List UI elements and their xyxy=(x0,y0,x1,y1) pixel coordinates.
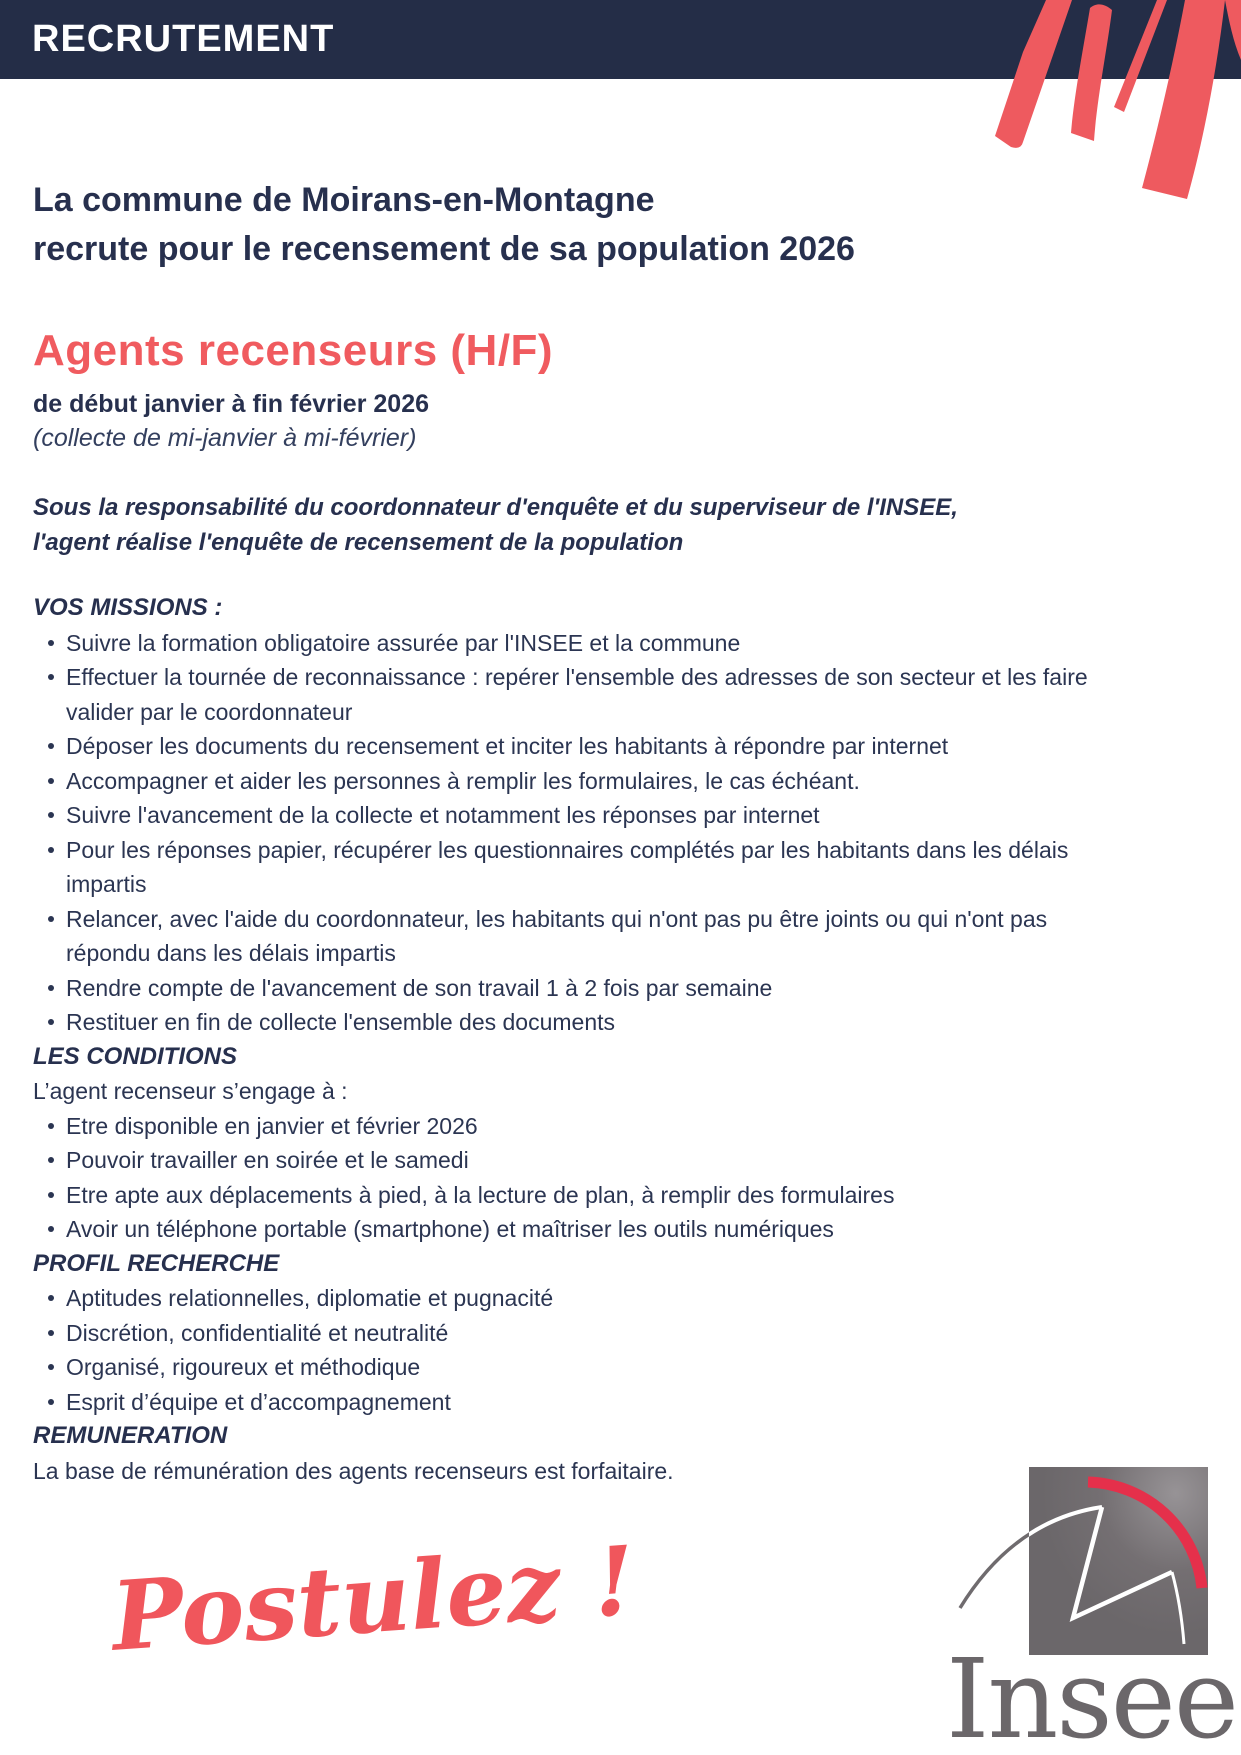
insee-logo xyxy=(930,1460,1241,1755)
list-item: Accompagner et aider les personnes à remplir les formulaires, le cas échéant. xyxy=(33,764,1108,799)
main-title-line2: recrute pour le recensement de sa population 2026 xyxy=(33,230,855,268)
list-item: Aptitudes relationnelles, diplomatie et pugnacité xyxy=(33,1281,1108,1316)
bullet-dot xyxy=(48,812,54,818)
supervision-paragraph xyxy=(33,490,958,560)
supervision-line2: l'agent réalise l'enquête de recensement de la population xyxy=(33,529,684,556)
list-item: Esprit d’équipe et d’accompagnement xyxy=(33,1385,1108,1420)
bullet-dot xyxy=(48,1019,54,1025)
flyer-body xyxy=(33,591,1153,1488)
apply-cta: Postulez ! xyxy=(108,1525,639,1673)
list-item: Effectuer la tournée de reconnaissance : repérer l'ensemble des adresses de son secteur et les faire valider par le coordonnateur xyxy=(33,660,1108,729)
missions-heading: VOS MISSIONS : xyxy=(33,594,223,621)
bullet-dot xyxy=(48,1123,54,1129)
list-item: Relancer, avec l'aide du coordonnateur, les habitants qui n'ont pas pu être joints ou qui n'ont pas répondu dans les délais impartis xyxy=(33,902,1108,971)
list-item: Pouvoir travailler en soirée et le samedi xyxy=(33,1143,1108,1178)
bullet-dot xyxy=(48,743,54,749)
list-item: Rendre compte de l'avancement de son travail 1 à 2 fois par semaine xyxy=(33,971,1108,1006)
conditions-heading: LES CONDITIONS xyxy=(33,1042,238,1070)
list-item: Restituer en fin de collecte l'ensemble des documents xyxy=(33,1005,1108,1040)
job-period: de début janvier à fin février 2026 xyxy=(33,390,429,418)
list-item: Avoir un téléphone portable (smartphone) et maîtriser les outils numériques xyxy=(33,1212,1108,1247)
remuneration-heading: REMUNERATION xyxy=(33,1422,228,1449)
bullet-dot xyxy=(48,847,54,853)
list-item: Organisé, rigoureux et méthodique xyxy=(33,1350,1108,1385)
list-item: Pour les réponses papier, récupérer les questionnaires complétés par les habitants dans les délais impartis xyxy=(33,833,1108,902)
bullet-dot xyxy=(48,778,54,784)
bullet-dot xyxy=(48,1226,54,1232)
list-item: Etre apte aux déplacements à pied, à la lecture de plan, à remplir des formulaires xyxy=(33,1178,1108,1213)
main-title xyxy=(33,176,855,274)
job-period-note: (collecte de mi-janvier à mi-février) xyxy=(33,424,417,452)
list-item: Discrétion, confidentialité et neutralité xyxy=(33,1316,1108,1351)
bullet-dot xyxy=(48,1192,54,1198)
list-item: Etre disponible en janvier et février 2026 xyxy=(33,1109,1108,1144)
supervision-line1: Sous la responsabilité du coordonnateur d'enquête et du superviseur de l'INSEE, xyxy=(33,494,958,521)
bullet-dot xyxy=(48,1364,54,1370)
profil-heading: PROFIL RECHERCHE xyxy=(33,1249,280,1277)
bullet-dot xyxy=(48,1330,54,1336)
insee-wordmark: Insee xyxy=(946,1635,1237,1755)
bullet-dot xyxy=(48,640,54,646)
list-item: Suivre l'avancement de la collecte et notamment les réponses par internet xyxy=(33,798,1108,833)
job-title: Agents recenseurs (H/F) xyxy=(33,326,554,375)
brush-m-decoration xyxy=(971,0,1241,215)
conditions-intro: L’agent recenseur s’engage à : xyxy=(33,1078,348,1104)
remuneration-text: La base de rémunération des agents recenseurs est forfaitaire. xyxy=(33,1457,674,1484)
bullet-dot xyxy=(48,1399,54,1405)
list-item: Suivre la formation obligatoire assurée par l'INSEE et la commune xyxy=(33,626,1108,661)
bullet-dot xyxy=(48,1157,54,1163)
bullet-dot xyxy=(48,916,54,922)
bullet-dot xyxy=(48,1295,54,1301)
bullet-dot xyxy=(48,674,54,680)
page-title: RECRUTEMENT xyxy=(32,18,335,60)
list-item: Déposer les documents du recensement et inciter les habitants à répondre par internet xyxy=(33,729,1108,764)
main-title-line1: La commune de Moirans-en-Montagne xyxy=(33,181,655,219)
bullet-dot xyxy=(48,985,54,991)
